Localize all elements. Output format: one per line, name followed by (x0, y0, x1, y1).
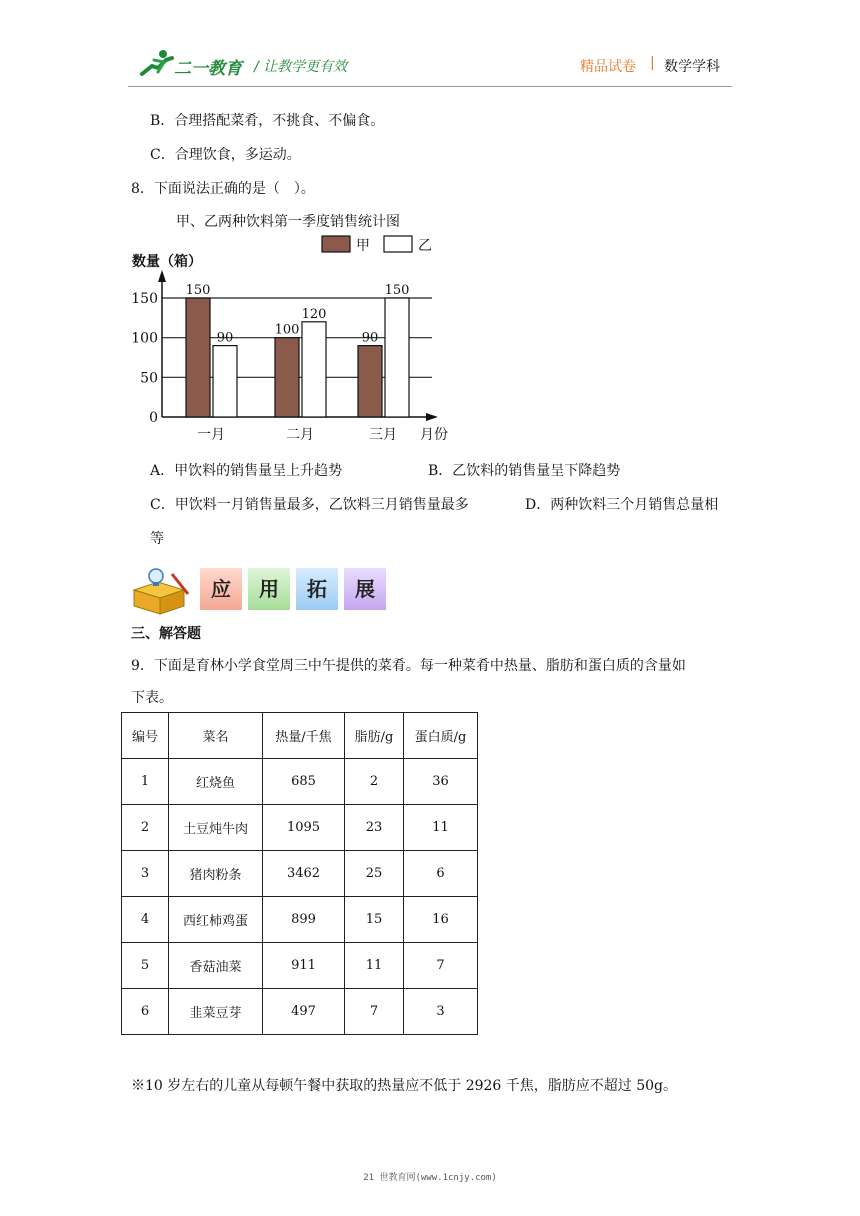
q9-line1: 9．下面是育林小学食堂周三中午提供的菜肴。每一种菜肴中热量、脂肪和蛋白质的含量如 (131, 658, 686, 674)
table-cell: 3462 (263, 851, 345, 897)
header-subject: 数学学科 (664, 59, 720, 75)
table-cell: 16 (404, 897, 478, 943)
data-label: 150 (384, 283, 410, 298)
y-tick-label: 150 (131, 291, 158, 307)
table-cell: 猪肉粉条 (169, 851, 263, 897)
idea-box-icon (128, 564, 198, 616)
legend-swatch (384, 236, 412, 252)
table-cell: 6 (404, 851, 478, 897)
table-row (122, 897, 478, 943)
table-cell: 911 (263, 943, 345, 989)
y-tick-label: 50 (140, 370, 158, 387)
table-cell: 香菇油菜 (169, 943, 263, 989)
bar (302, 322, 326, 417)
table-cell: 25 (345, 851, 404, 897)
x-tick-label: 三月 (369, 427, 397, 443)
footer: 21 世教育网(www.1cnjy.com) (363, 1173, 497, 1183)
dish-table (121, 712, 478, 1035)
banner-char-3: 拓 (296, 568, 338, 610)
x-axis-arrow (426, 413, 438, 421)
section-banner (128, 562, 428, 618)
q8-option-a: A．甲饮料的销售量呈上升趋势 (150, 463, 343, 479)
table-header-cell: 热量/千焦 (263, 713, 345, 759)
logo-runner-icon (136, 48, 176, 78)
chart-title: 甲、乙两种饮料第一季度销售统计图 (176, 214, 400, 230)
x-tick-label: 二月 (286, 427, 314, 443)
bar-chart (120, 206, 460, 446)
note: ※10 岁左右的儿童从每顿午餐中获取的热量应不低于 2926 千焦，脂肪应不超过 50g。 (131, 1078, 678, 1094)
table-cell: 红烧鱼 (169, 759, 263, 805)
bar (275, 338, 299, 417)
table-cell: 11 (345, 943, 404, 989)
table-cell: 韭菜豆芽 (169, 989, 263, 1035)
table-cell: 899 (263, 897, 345, 943)
table-cell: 2 (122, 805, 169, 851)
table-cell: 1095 (263, 805, 345, 851)
table-cell: 6 (122, 989, 169, 1035)
q8-stem: 8．下面说法正确的是（ ）。 (131, 181, 315, 197)
data-label: 100 (274, 322, 300, 338)
chart-xlabel: 月份 (420, 427, 448, 443)
q8-option-d-cont: 等 (150, 531, 164, 547)
prev-option-b: B．合理搭配菜肴，不挑食、不偏食。 (150, 113, 385, 129)
table-cell: 7 (404, 943, 478, 989)
legend-label: 甲 (356, 238, 370, 254)
header-separator: | (650, 55, 655, 71)
table-header-cell: 蛋白质/g (404, 713, 478, 759)
table-cell: 4 (122, 897, 169, 943)
table-header-cell: 编号 (122, 713, 169, 759)
logo-text: 二一教育 (174, 59, 242, 79)
banner-char-4: 展 (344, 568, 386, 610)
table-cell: 685 (263, 759, 345, 805)
data-label: 90 (361, 330, 379, 346)
legend-swatch (322, 236, 350, 252)
table-cell: 15 (345, 897, 404, 943)
table-cell: 23 (345, 805, 404, 851)
table-cell: 36 (404, 759, 478, 805)
table-header-cell: 脂肪/g (345, 713, 404, 759)
q9-line2: 下表。 (131, 690, 173, 706)
y-tick-label: 0 (149, 410, 158, 426)
bar (213, 346, 237, 417)
table-cell: 2 (345, 759, 404, 805)
header-tag: 精品试卷 (580, 59, 636, 75)
header-rule (128, 86, 732, 87)
banner-chars (200, 568, 392, 610)
header (128, 44, 732, 84)
chart-ylabel: 数量（箱） (132, 254, 202, 270)
slogan: / 让教学更有效 (254, 59, 348, 75)
table-header-row (122, 713, 478, 759)
table-row (122, 759, 478, 805)
table-header-cell: 菜名 (169, 713, 263, 759)
banner-char-1: 应 (200, 568, 242, 610)
bar (186, 298, 210, 417)
table-cell: 西红柿鸡蛋 (169, 897, 263, 943)
table-row (122, 989, 478, 1035)
slogan-text: 让教学更有效 (263, 59, 348, 75)
table-row (122, 943, 478, 989)
legend-label: 乙 (418, 238, 432, 254)
q8-option-b: B．乙饮料的销售量呈下降趋势 (428, 463, 621, 479)
table-cell: 1 (122, 759, 169, 805)
y-axis-arrow (158, 270, 166, 282)
x-tick-label: 一月 (197, 427, 225, 443)
prev-option-c: C．合理饮食，多运动。 (150, 147, 301, 163)
section-heading: 三、解答题 (131, 626, 201, 642)
data-label: 150 (185, 283, 211, 298)
data-label: 90 (216, 330, 234, 346)
data-label: 120 (301, 306, 327, 322)
table-cell: 3 (404, 989, 478, 1035)
table-row (122, 851, 478, 897)
table-cell: 3 (122, 851, 169, 897)
bar (385, 298, 409, 417)
table-cell: 5 (122, 943, 169, 989)
bar (358, 346, 382, 417)
table-cell: 11 (404, 805, 478, 851)
q8-option-d: D．两种饮料三个月销售总量相 (525, 497, 719, 513)
y-tick-label: 100 (131, 330, 158, 347)
table-row (122, 805, 478, 851)
banner-char-2: 用 (248, 568, 290, 610)
table-cell: 497 (263, 989, 345, 1035)
table-cell: 7 (345, 989, 404, 1035)
q8-option-c: C．甲饮料一月销售量最多，乙饮料三月销售量最多 (150, 497, 469, 513)
table-cell: 土豆炖牛肉 (169, 805, 263, 851)
